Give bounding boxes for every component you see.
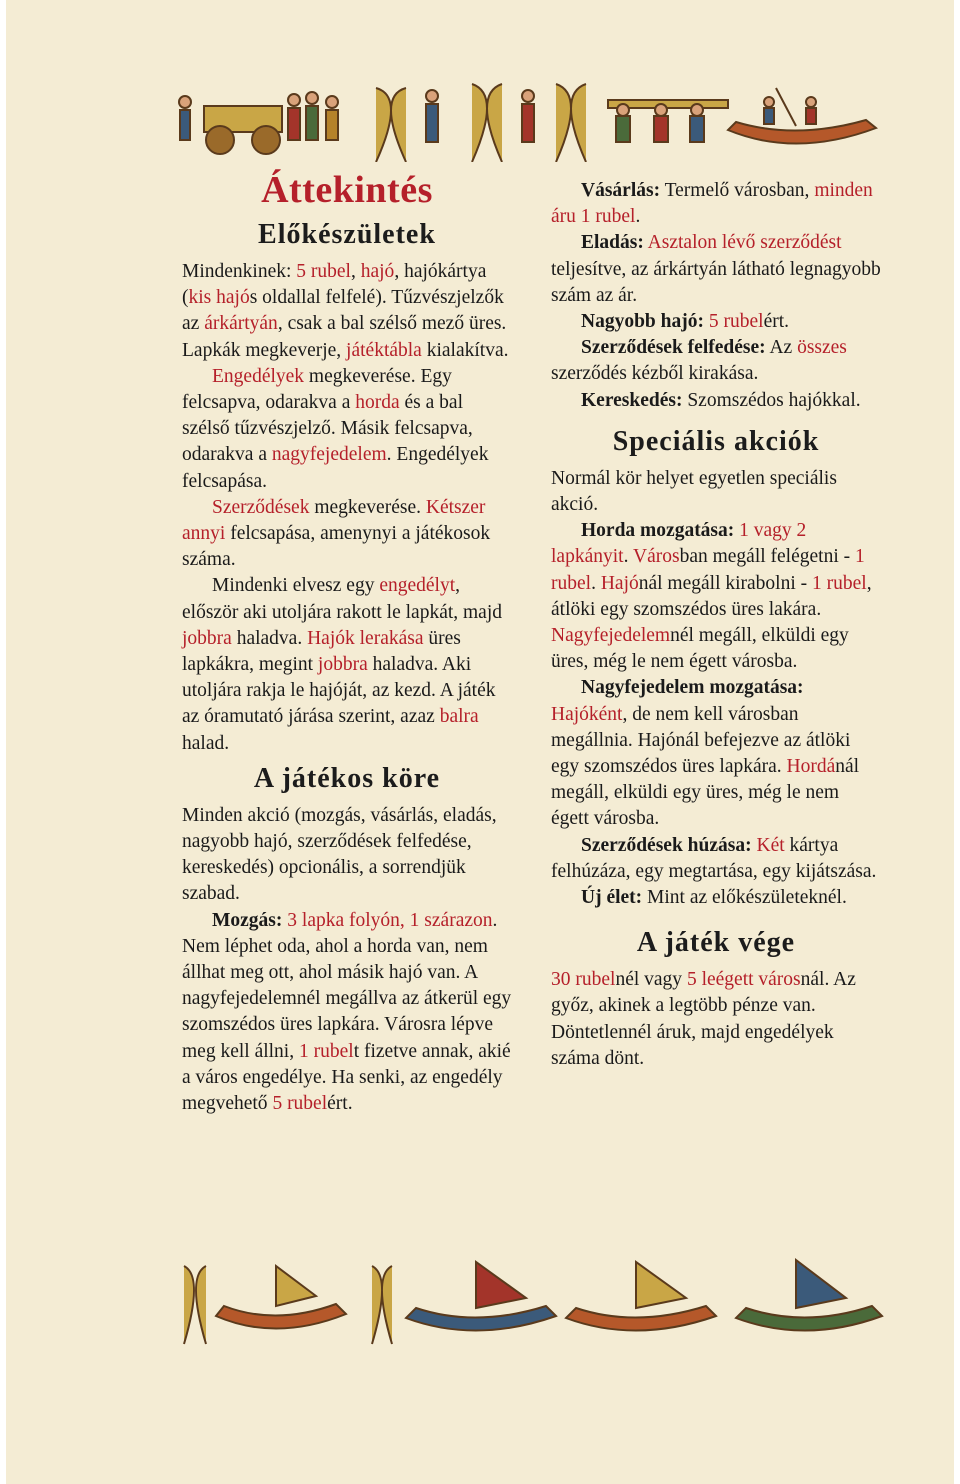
right-column	[551, 178, 881, 1072]
tapestry-illustration-bottom	[176, 1256, 886, 1346]
special-paragraph: Normál kör helyet egyetlen speciális akció.	[551, 467, 837, 516]
heading-setup: Előkészületek	[258, 219, 436, 250]
special-paragraph: Új élet: Mint az előkészületeknél.	[581, 887, 847, 909]
turn-paragraph: Mozgás: 3 lapka folyón, 1 szárazon. Nem léphet oda, ahol a horda van, nem állhat meg ott, ahol másik hajó van. A nagyfejedelemnél megállva az átkerül egy szomszédos üres lapkára. Városra lépve meg kell állni, 1 rubelt fizetve annak, akié a város engedélye. Ha senki, az engedély megvehető 5 rubelért.	[182, 909, 512, 1115]
turn-text	[182, 803, 512, 1117]
left-column	[182, 165, 512, 1117]
turn-paragraph: Kereskedés: Szomszédos hajókkal.	[581, 389, 861, 411]
setup-paragraph: Szerződések megkeverése. Kétszer annyi felcsapása, amenynyi a játékosok száma.	[182, 496, 491, 571]
special-paragraph: Nagyfejedelem mozgatása: Hajóként, de nem kell városban megállnia. Hajónál befejezve az átlöki egy szomszédos üres lapkára. Hordánál megáll, elküldi egy üres, még le nem égett városba.	[551, 677, 860, 830]
tapestry-illustration-top	[176, 80, 886, 162]
page	[6, 0, 954, 1484]
special-paragraph: Szerződések húzása: Két kártya felhúzáza, egy megtartása, egy kijátszása.	[551, 834, 877, 882]
turn-paragraph: Nagyobb hajó: 5 rubelért.	[581, 311, 790, 333]
setup-text	[182, 259, 512, 757]
turn-paragraph: Eladás: Asztalon lévő szerződést teljesítve, az árkártyán látható legnagyobb szám az ár.	[551, 232, 881, 306]
page-title: Áttekintés	[261, 169, 433, 211]
special-paragraph: Horda mozgatása: 1 vagy 2 lapkányit. Városban megáll felégetni - 1 rubel. Hajónál megáll kirabolni - 1 rubel, átlöki egy szomszédos üres lakára. Nagyfejedelemnél megáll, elküldi egy üres, még le nem égett városba.	[551, 520, 872, 673]
end-text	[551, 967, 881, 1072]
heading-end: A játék vége	[636, 927, 796, 959]
turn-paragraph: Minden akció (mozgás, vásárlás, eladás, nagyobb hajó, szerződések felfedése, kereskedés) opcionális, a sorrendjük szabad.	[182, 804, 497, 905]
special-text	[551, 466, 881, 911]
heading-turn: A játékos köre	[253, 762, 441, 794]
heading-special: Speciális akciók	[612, 425, 820, 457]
setup-paragraph: Mindenkinek: 5 rubel, hajó, hajókártya (kis hajós oldallal felfelé). Tűzvészjelzők az árkártyán, csak a bal szélső mező üres. Lapkák megkeverje, játéktábla kialakítva.	[182, 261, 509, 361]
turn-text-continued	[551, 178, 881, 414]
setup-paragraph: Engedélyek megkeverése. Egy felcsapva, odarakva a horda és a bal szélső tűzvészjelző. Másik felcsapva, odarakva a nagyfejedelem. Engedélyek felcsapása.	[182, 365, 489, 492]
setup-paragraph: Mindenki elvesz egy engedélyt, először aki utoljára rakott le lapkát, majd jobbra haladva. Hajók lerakása üres lapkákra, megint jobbra haladva. Aki utoljára rakja le hajóját, az kezd. A játék az óramutató járása szerint, azaz balra halad.	[182, 575, 503, 754]
turn-paragraph: Szerződések felfedése: Az összes szerződés kézből kirakása.	[551, 337, 847, 385]
end-paragraph: 30 rubelnél vagy 5 leégett városnál. Az győz, akinek a legtöbb pénze van. Döntetlennél áruk, majd engedélyek száma dönt.	[551, 969, 856, 1069]
turn-paragraph: Vásárlás: Termelő városban, minden áru 1 rubel.	[551, 180, 873, 228]
